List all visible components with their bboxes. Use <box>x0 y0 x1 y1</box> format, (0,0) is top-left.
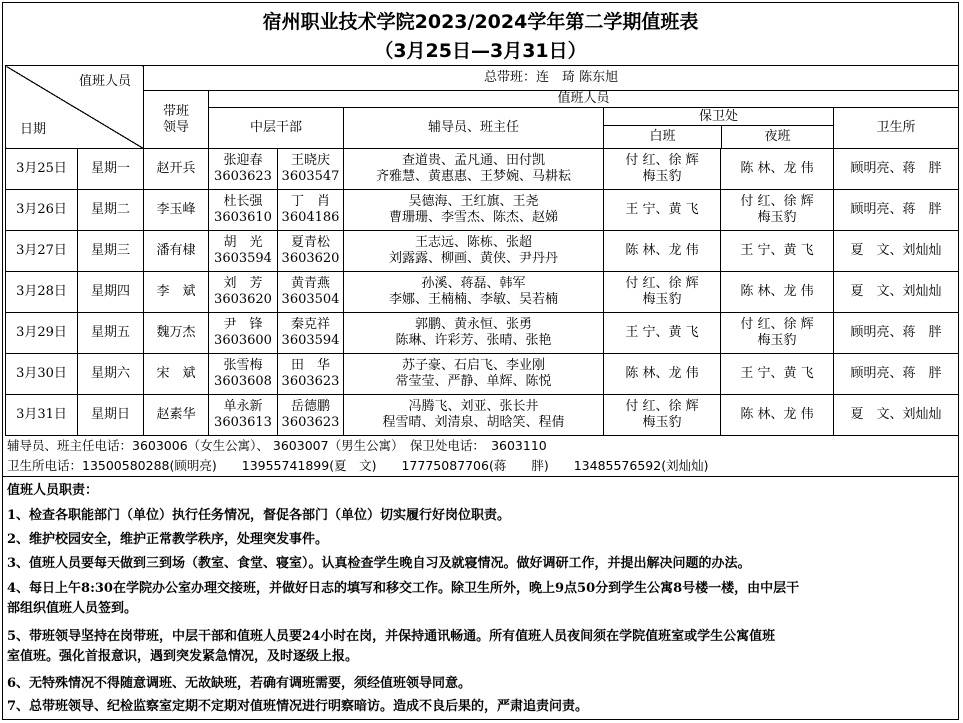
duties-heading: 值班人员职责： <box>7 483 99 498</box>
duty-staff-header: 值班人员 <box>209 91 959 108</box>
duty-table <box>5 65 959 436</box>
cadre-cell: 刘 芳 3603620 <box>209 272 278 313</box>
phones-line2: 卫生所电话：13500580288(顾明亮) 13955741899(夏 文) 17775087706(蒋 胖) 13485576592(刘灿灿) <box>7 458 709 473</box>
cadre-cell: 胡 光 3603594 <box>209 231 278 272</box>
duty-item: 7、总带班领导、纪检监察室定期不定期对值班情况进行明察暗访。造成不良后果的，严肃追责问责。 <box>7 699 589 714</box>
weekday-cell: 星期五 <box>78 313 144 354</box>
date-cell: 3月26日 <box>6 190 78 231</box>
night-shift-header: 夜班 <box>764 129 791 144</box>
schedule-row <box>6 354 959 395</box>
cadre-cell: 王晓庆 3603547 <box>278 149 344 190</box>
weekday-cell: 星期一 <box>78 149 144 190</box>
day-shift-cell: 王 宁、黄 飞 <box>604 190 721 231</box>
cadre-cell: 岳德鹏 3603623 <box>278 395 344 436</box>
counselors-cell: 王志远、陈栋、张超 刘露露、柳画、黄侠、尹丹丹 <box>344 231 604 272</box>
schedule-row <box>6 231 959 272</box>
cadre-cell: 单永新 3603613 <box>209 395 278 436</box>
cadre-cell: 张迎春 3603623 <box>209 149 278 190</box>
clinic-cell: 顾明亮、蒋 胖 <box>834 313 959 354</box>
leader-cell: 李玉峰 <box>144 190 209 231</box>
schedule-title: 宿州职业技术学院2023/2024学年第二学期值班表 <box>262 11 699 33</box>
day-shift-cell: 付 红、徐 辉 梅玉豹 <box>604 395 721 436</box>
weekday-cell: 星期二 <box>78 190 144 231</box>
date-cell: 3月30日 <box>6 354 78 395</box>
weekday-cell: 星期日 <box>78 395 144 436</box>
duty-item: 1、检查各职能部门（单位）执行任务情况，督促各部门（单位）切实履行好岗位职责。 <box>7 508 511 523</box>
cadre-cell: 秦克祥 3603594 <box>278 313 344 354</box>
cadre-cell: 田 华 3603623 <box>278 354 344 395</box>
divider <box>3 476 958 477</box>
date-range: （3月25日—3月31日） <box>374 40 587 62</box>
counselors-cell: 郭鹏、黄永恒、张勇 陈琳、许彩芳、张晴、张艳 <box>344 313 604 354</box>
leader-cell: 潘有棣 <box>144 231 209 272</box>
night-shift-cell: 付 红、徐 辉 梅玉豹 <box>721 313 834 354</box>
cadre-cell: 尹 锋 3603600 <box>209 313 278 354</box>
clinic-header: 卫生所 <box>834 108 959 149</box>
day-shift-cell: 陈 林、龙 伟 <box>604 231 721 272</box>
night-shift-cell: 王 宁、黄 飞 <box>721 231 834 272</box>
date-cell: 3月29日 <box>6 313 78 354</box>
counselors-header: 辅导员、班主任 <box>344 108 604 149</box>
cadre-cell: 杜长强 3603610 <box>209 190 278 231</box>
header-diagonal-cell <box>6 66 144 149</box>
weekday-cell: 星期三 <box>78 231 144 272</box>
cadre-cell: 张雪梅 3603608 <box>209 354 278 395</box>
date-cell: 3月31日 <box>6 395 78 436</box>
night-shift-cell: 陈 林、龙 伟 <box>721 149 834 190</box>
cadre-cell: 黄青燕 3603504 <box>278 272 344 313</box>
clinic-cell: 夏 文、刘灿灿 <box>834 272 959 313</box>
schedule-row <box>6 190 959 231</box>
schedule-row <box>6 313 959 354</box>
duty-item: 2、维护校园安全，维护正常教学秩序，处理突发事件。 <box>7 532 329 547</box>
duty-item: 5、带班领导坚持在岗带班，中层干部和值班人员要24小时在岗，并保持通讯畅通。所有值班人员夜间须在学院值班室或学生公寓值班 <box>7 629 776 644</box>
day-shift-cell: 付 红、徐 辉 梅玉豹 <box>604 149 721 190</box>
date-cell: 3月27日 <box>6 231 78 272</box>
clinic-cell: 顾明亮、蒋 胖 <box>834 190 959 231</box>
cadre-cell: 夏青松 3603620 <box>278 231 344 272</box>
duty-item: 6、无特殊情况不得随意调班、无故缺班，若确有调班需要，须经值班领导同意。 <box>7 676 472 691</box>
night-shift-cell: 付 红、徐 辉 梅玉豹 <box>721 190 834 231</box>
leader-cell: 赵开兵 <box>144 149 209 190</box>
counselors-cell: 吴德海、王红旗、王尧 曹珊珊、李雪杰、陈杰、赵娣 <box>344 190 604 231</box>
night-shift-cell: 陈 林、龙 伟 <box>721 272 834 313</box>
day-shift-cell: 付 红、徐 辉 梅玉豹 <box>604 272 721 313</box>
day-shift-cell: 陈 林、龙 伟 <box>604 354 721 395</box>
schedule-row <box>6 395 959 436</box>
middle-cadres-header: 中层干部 <box>209 108 344 149</box>
date-cell: 3月25日 <box>6 149 78 190</box>
duty-item: 部组织值班人员签到。 <box>7 601 138 616</box>
lead-header: 带班 领导 <box>144 91 209 149</box>
weekday-cell: 星期四 <box>78 272 144 313</box>
leader-cell: 宋 斌 <box>144 354 209 395</box>
duty-schedule-sheet <box>2 2 959 720</box>
counselors-cell: 苏子豪、石启飞、李业刚 常莹莹、严静、单辉、陈悦 <box>344 354 604 395</box>
duty-item: 室值班。强化首报意识，遇到突发紧急情况，及时逐级上报。 <box>7 649 359 664</box>
leader-cell: 李 斌 <box>144 272 209 313</box>
leader-cell: 赵素华 <box>144 395 209 436</box>
day-shift-cell: 王 宁、黄 飞 <box>604 313 721 354</box>
schedule-row <box>6 272 959 313</box>
date-cell: 3月28日 <box>6 272 78 313</box>
cadre-cell: 丁 肖 3604186 <box>278 190 344 231</box>
clinic-cell: 顾明亮、蒋 胖 <box>834 149 959 190</box>
day-shift-header: 白班 <box>604 126 722 148</box>
phones-line1: 辅导员、班主任电话：3603006（女生公寓）、 3603007（男生公寓） 保卫处电话： 3603110 <box>7 438 547 453</box>
clinic-cell: 顾明亮、蒋 胖 <box>834 354 959 395</box>
night-shift-cell: 陈 林、龙 伟 <box>721 395 834 436</box>
duty-item: 4、每日上午8:30在学院办公室办理交接班，并做好日志的填写和移交工作。除卫生所外，晚上9点50分到学生公寓8号楼一楼，由中层干 <box>7 581 800 596</box>
overall-lead: 总带班：连 琦 陈东旭 <box>144 66 959 91</box>
security-header: 保卫处 白班 夜班 <box>604 108 834 149</box>
night-shift-cell: 王 宁、黄 飞 <box>721 354 834 395</box>
counselors-cell: 孙溪、蒋磊、韩军 李娜、王楠楠、李敏、吴若楠 <box>344 272 604 313</box>
schedule-row <box>6 149 959 190</box>
staff-header-label: 值班人员 <box>78 74 131 89</box>
duty-item: 3、值班人员要每天做到三到场（教室、食堂、寝室）。认真检查学生晚自习及就寝情况。做好调研工作，并提出解决问题的办法。 <box>7 556 751 571</box>
counselors-cell: 查道贵、孟凡通、田付凯 齐雅慧、黄惠惠、王梦婉、马耕耘 <box>344 149 604 190</box>
clinic-cell: 夏 文、刘灿灿 <box>834 231 959 272</box>
leader-cell: 魏万杰 <box>144 313 209 354</box>
clinic-cell: 夏 文、刘灿灿 <box>834 395 959 436</box>
weekday-cell: 星期六 <box>78 354 144 395</box>
date-header-label: 日期 <box>20 122 47 137</box>
counselors-cell: 冯腾飞、刘亚、张长井 程雪晴、刘清泉、胡晗笑、程倩 <box>344 395 604 436</box>
